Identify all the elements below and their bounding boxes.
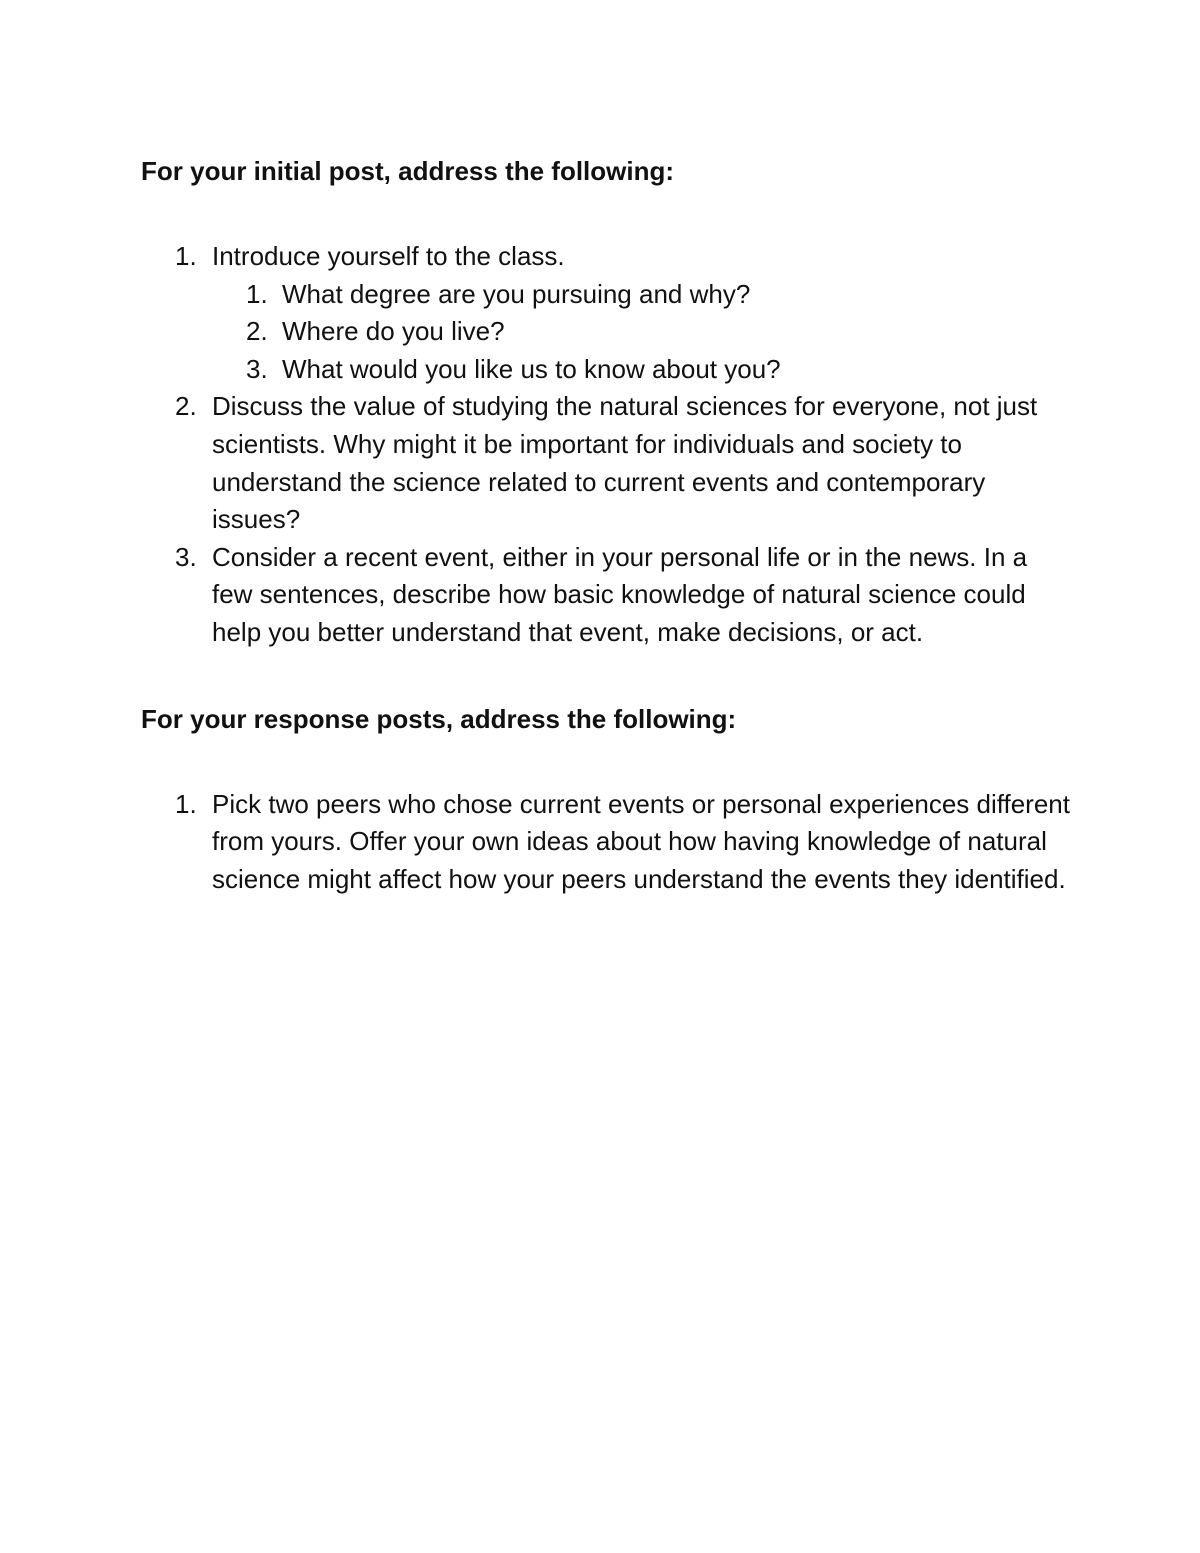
spacer: [141, 190, 1071, 238]
list-item-text: Pick two peers who chose current events or personal experiences different from yours. Offer your own ideas about how having knowledge of natural science might affect how your peers understand the events they identified.: [212, 788, 1070, 894]
list-item-text: Introduce yourself to the class.: [212, 241, 565, 271]
list-number: 1.: [175, 788, 197, 819]
list-number: 1.: [175, 241, 197, 271]
list-item: [141, 539, 1071, 652]
list-number: 2.: [175, 391, 197, 422]
list-item: [141, 238, 1071, 388]
initial-post-list: [141, 238, 1071, 652]
sub-list-item-text: Where do you live?: [282, 316, 505, 347]
response-posts-heading: For your response posts, address the following:: [141, 703, 737, 734]
sub-list-item: [212, 351, 1071, 389]
response-posts-list: [141, 786, 1071, 899]
list-item: [141, 388, 1071, 538]
list-number: 3.: [175, 541, 197, 572]
sub-list-number: 1.: [246, 278, 268, 309]
sub-list-item-text: What would you like us to know about you?: [282, 353, 781, 384]
sub-list-item: [212, 276, 1071, 314]
initial-post-heading: For your initial post, address the following:: [141, 156, 675, 186]
list-item-text: Discuss the value of studying the natural sciences for everyone, not just scientists. Why might it be important for individuals and society to understand the science related to current events and contemporary issues?: [212, 391, 1038, 535]
sub-list-item-text: What degree are you pursuing and why?: [282, 278, 751, 309]
spacer: [141, 652, 1071, 700]
sub-list-number: 3.: [246, 353, 268, 384]
sub-list-number: 2.: [246, 316, 268, 347]
list-item-text: Consider a recent event, either in your personal life or in the news. In a few sentences, describe how basic knowledge of natural science could help you better understand that event, make decisions, or act.: [212, 541, 1028, 647]
document-content: [141, 152, 1071, 898]
list-item: [141, 786, 1071, 899]
introduction-sublist: [212, 276, 1071, 389]
spacer: [141, 738, 1071, 786]
sub-list-item: [212, 313, 1071, 351]
